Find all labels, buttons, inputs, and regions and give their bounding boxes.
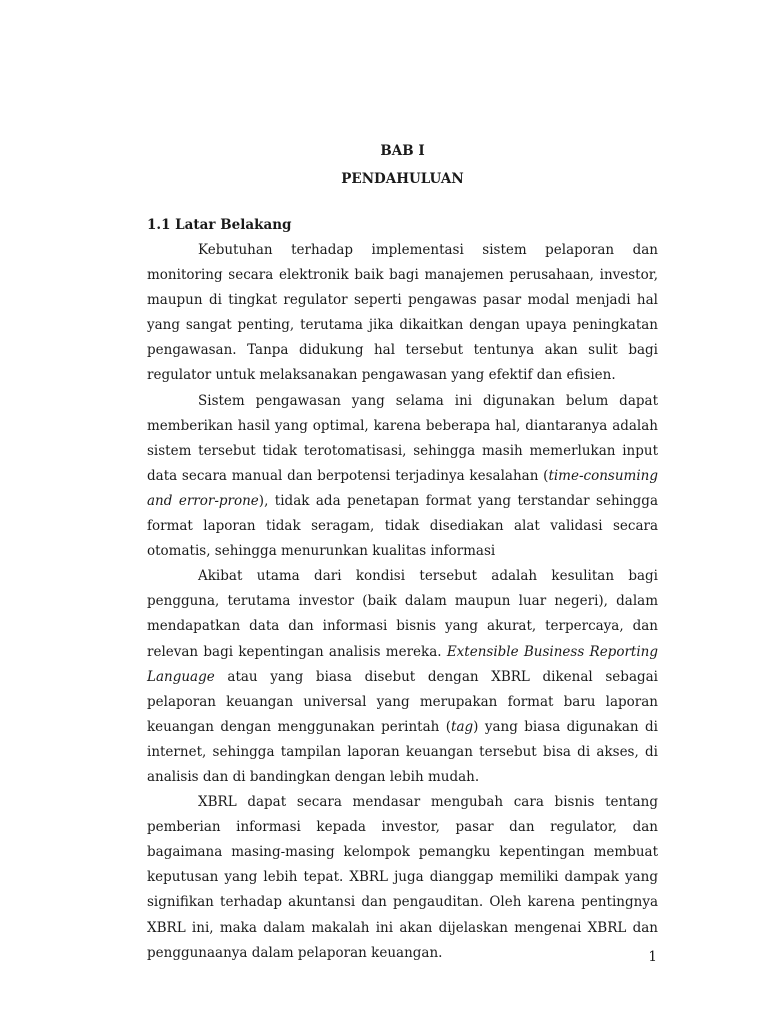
section-title: 1.1 Latar Belakang [147, 217, 292, 233]
paragraph-2 [147, 389, 658, 565]
paragraph-3-text-b: atau yang biasa disebut dengan XBRL dikenal sebagai pelaporan keuangan universal yang merupakan format baru laporan keuangan dengan menggunakan perintah ( [147, 668, 658, 735]
paragraph-3-emphasis-1: Extensible Business Reporting Language [147, 643, 658, 685]
chapter-number: BAB I [380, 143, 425, 159]
page-number: 1 [648, 949, 657, 965]
paragraph-3 [147, 564, 658, 790]
chapter-title: PENDAHULUAN [341, 171, 464, 187]
page-content [147, 137, 658, 966]
paragraph-4: XBRL dapat secara mendasar mengubah cara bisnis tentang pemberian informasi kepada investor, pasar dan regulator, dan bagaimana masing-masing kelompok pemangku kepentingan membuat keputusan yang lebih tepat. XBRL juga dianggap memiliki dampak yang signifikan terhadap akuntansi dan pengauditan. Oleh karena pentingnya XBRL ini, maka dalam makalah ini akan dijelaskan mengenai XBRL dan penggunaanya dalam pelaporan keuangan. [147, 794, 658, 961]
paragraph-3-emphasis-2: tag [451, 718, 474, 735]
paragraph-2-text-b: ), tidak ada penetapan format yang terstandar sehingga format laporan tidak seragam, tidak disediakan alat validasi secara otomatis, sehingga menurunkan kualitas informasi [147, 492, 658, 560]
paragraph-2-text-a: Sistem pengawasan yang selama ini digunakan belum dapat memberikan hasil yang optimal, karena beberapa hal, diantaranya adalah sistem tersebut tidak terotomatisasi, sehingga masih memerlukan input data secara manual dan berpotensi terjadinya kesalahan ( [147, 392, 658, 484]
paragraph-1: Kebutuhan terhadap implementasi sistem pelaporan dan monitoring secara elektronik baik bagi manajemen perusahaan, investor, maupun di tingkat regulator seperti pengawas pasar modal menjadi hal yang sangat penting, terutama jika dikaitkan dengan upaya peningkatan pengawasan. Tanpa didukung hal tersebut tentunya akan sulit bagi regulator untuk melaksanakan pengawasan yang efektif dan efisien. [147, 242, 658, 384]
paragraph-3-text-c: ) yang biasa digunakan di internet, sehingga tampilan laporan keuangan tersebut bisa di akses, di analisis dan di bandingkan dengan lebih mudah. [147, 718, 658, 785]
paragraph-2-emphasis: time-consuming and error-prone [147, 467, 658, 509]
paragraph-3-text-a: Akibat utama dari kondisi tersebut adalah kesulitan bagi pengguna, terutama investor (baik dalam maupun luar negeri), dalam mendapatkan data dan informasi bisnis yang akurat, terpercaya, dan relevan bagi kepentingan analisis mereka. [147, 568, 658, 660]
